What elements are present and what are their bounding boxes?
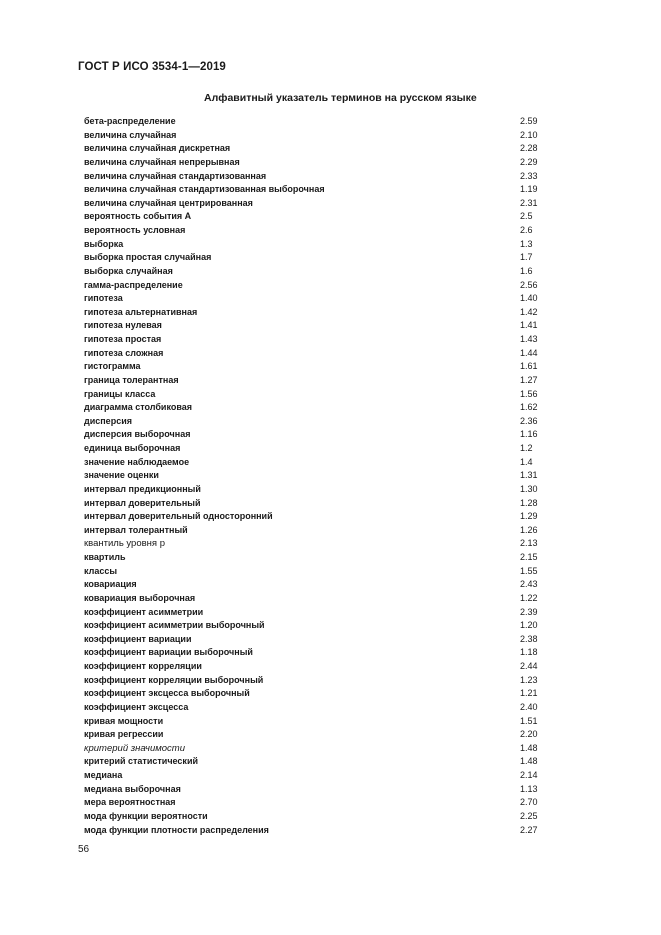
index-reference: 2.56 [520,279,538,290]
index-entry [84,210,544,224]
index-reference: 2.27 [520,824,538,835]
document-code-header: ГОСТ Р ИСО 3534-1—2019 [78,61,226,73]
index-entry [84,401,544,415]
index-reference: 1.55 [520,565,538,576]
index-reference: 2.40 [520,701,538,712]
index-reference: 2.15 [520,552,538,562]
index-reference: 1.43 [520,334,538,344]
index-term: коэффициент асимметрии [84,606,204,617]
index-term: гипотеза [84,293,123,304]
index-reference: 1.18 [520,647,538,658]
index-entry [84,633,544,647]
index-reference: 2.59 [520,116,538,126]
index-entry [84,619,544,633]
index-term: коэффициент эксцесса выборочный [84,688,250,699]
index-entry [84,442,544,456]
index-reference: 2.25 [520,810,538,821]
index-term: мода функции плотности распределения [84,824,269,835]
index-reference: 1.4 [520,456,533,467]
index-entry [84,279,544,293]
index-term: коэффициент корреляции выборочный [84,674,264,685]
index-entry [84,170,544,184]
index-entry [84,456,544,470]
index-entry [84,197,544,211]
index-reference: 1.30 [520,483,538,494]
index-entry [84,755,544,769]
index-entry [84,578,544,592]
index-reference: 1.6 [520,265,533,276]
index-term: коэффициент эксцесса [84,701,189,712]
index-term: ковариация [84,579,137,590]
index-entry [84,646,544,660]
index-entry [84,660,544,674]
index-term: величина случайная центрированная [84,197,253,208]
index-entry [84,565,544,579]
index-entry [84,469,544,483]
index-term: значение наблюдаемое [84,456,190,467]
index-term: кривая мощности [84,715,164,726]
index-reference: 1.28 [520,497,538,508]
index-term: вероятность условная [84,225,186,235]
index-entry [84,156,544,170]
page-number: 56 [78,844,90,855]
index-entry [84,142,544,156]
index-reference: 2.5 [520,211,533,222]
index-reference: 1.19 [520,184,538,195]
index-reference: 1.40 [520,293,538,304]
index-entry [84,742,544,756]
index-reference: 1.3 [520,238,533,249]
index-reference: 1.56 [520,388,538,399]
index-term: кривая регрессии [84,729,164,740]
index-entry [84,428,544,442]
index-entry [84,224,544,238]
index-term: дисперсия [84,415,132,426]
index-entry [84,347,544,361]
index-entry [84,701,544,715]
index-reference: 2.14 [520,770,538,780]
index-reference: 2.33 [520,170,538,181]
index-entry [84,783,544,797]
index-reference: 1.20 [520,620,538,631]
index-term: критерий статистический [84,756,199,767]
index-entry [84,728,544,742]
index-entry [84,415,544,429]
index-entry [84,497,544,511]
index-entry [84,769,544,783]
index-reference: 2.20 [520,729,538,740]
index-entry [84,319,544,333]
index-term: квартиль [84,552,126,562]
index-term: величина случайная стандартизованная выборочная [84,184,325,195]
index-entry [84,551,544,565]
index-reference: 1.13 [520,783,538,794]
index-reference: 2.70 [520,797,538,808]
index-reference: 1.27 [520,374,538,385]
index-reference: 1.41 [520,320,538,331]
index-term: интервал доверительный односторонний [84,511,273,522]
index-reference: 1.26 [520,524,538,535]
index-reference: 2.6 [520,225,533,235]
index-term: гистограмма [84,361,141,372]
index-term: границы класса [84,388,156,399]
index-entry [84,388,544,402]
index-entry [84,115,544,129]
index-term: величина случайная стандартизованная [84,170,267,181]
index-term: вероятность события А [84,211,192,222]
index-entry [84,715,544,729]
index-reference: 2.13 [520,538,538,549]
index-entry [84,129,544,143]
index-term: значение оценки [84,470,159,481]
index-term: интервал доверительный [84,497,201,508]
index-reference: 2.36 [520,415,538,426]
index-title: Алфавитный указатель терминов на русском языке [204,92,477,104]
index-term: интервал толерантный [84,524,188,535]
index-term: бета-распределение [84,116,176,126]
index-entry [84,183,544,197]
index-term: мода функции вероятности [84,810,208,821]
index-reference: 2.29 [520,156,538,167]
index-term: мера вероятностная [84,797,176,808]
index-reference: 2.31 [520,197,538,208]
index-entry [84,824,544,838]
index-reference: 1.48 [520,742,538,753]
index-reference: 1.61 [520,361,538,372]
index-term: классы [84,565,118,576]
term-index-list [84,115,544,837]
index-reference: 1.42 [520,306,538,317]
index-term: гипотеза нулевая [84,320,162,331]
index-reference: 1.2 [520,443,533,453]
index-reference: 1.7 [520,252,533,263]
index-term: ковариация выборочная [84,592,196,603]
index-entry [84,524,544,538]
index-term: единица выборочная [84,443,181,453]
index-entry [84,810,544,824]
index-reference: 1.48 [520,756,538,767]
index-entry [84,251,544,265]
index-term: величина случайная [84,129,177,140]
index-term: квантиль уровня p [84,538,165,550]
index-reference: 2.44 [520,661,538,671]
index-term: гипотеза сложная [84,347,164,358]
index-entry [84,592,544,606]
index-reference: 1.62 [520,402,538,413]
index-term: коэффициент корреляции [84,661,202,671]
index-term: гамма-распределение [84,279,183,290]
index-term: диаграмма столбиковая [84,402,193,413]
index-entry [84,510,544,524]
index-term: выборка случайная [84,265,173,276]
index-term: гипотеза альтернативная [84,306,198,317]
index-term: коэффициент вариации выборочный [84,647,253,658]
index-entry [84,292,544,306]
index-reference: 1.22 [520,592,538,603]
index-term: дисперсия выборочная [84,429,191,440]
index-reference: 1.16 [520,429,538,440]
index-reference: 2.38 [520,633,538,644]
index-reference: 2.28 [520,143,538,154]
index-term: выборка простая случайная [84,252,212,263]
index-reference: 2.39 [520,606,538,617]
index-reference: 1.21 [520,688,538,699]
index-entry [84,374,544,388]
index-term: интервал предикционный [84,483,201,494]
index-entry [84,537,544,551]
index-entry [84,360,544,374]
index-entry [84,483,544,497]
index-term: медиана выборочная [84,783,181,794]
index-entry [84,238,544,252]
index-entry [84,333,544,347]
index-reference: 1.44 [520,347,538,358]
index-term: величина случайная дискретная [84,143,231,154]
index-reference: 1.31 [520,470,538,481]
index-term: граница толерантная [84,374,179,385]
index-reference: 1.23 [520,674,538,685]
index-reference: 2.10 [520,129,538,140]
index-entry [84,265,544,279]
index-term: коэффициент асимметрии выборочный [84,620,265,631]
index-term: медиана [84,770,123,780]
index-entry [84,306,544,320]
index-entry [84,796,544,810]
index-entry [84,687,544,701]
index-term: выборка [84,238,124,249]
index-term: критерий значимости [84,742,185,754]
index-entry [84,606,544,620]
index-reference: 1.51 [520,715,538,726]
index-term: гипотеза простая [84,334,162,344]
index-reference: 1.29 [520,511,538,522]
index-term: величина случайная непрерывная [84,156,240,167]
index-reference: 2.43 [520,579,538,590]
index-term: коэффициент вариации [84,633,192,644]
index-entry [84,674,544,688]
